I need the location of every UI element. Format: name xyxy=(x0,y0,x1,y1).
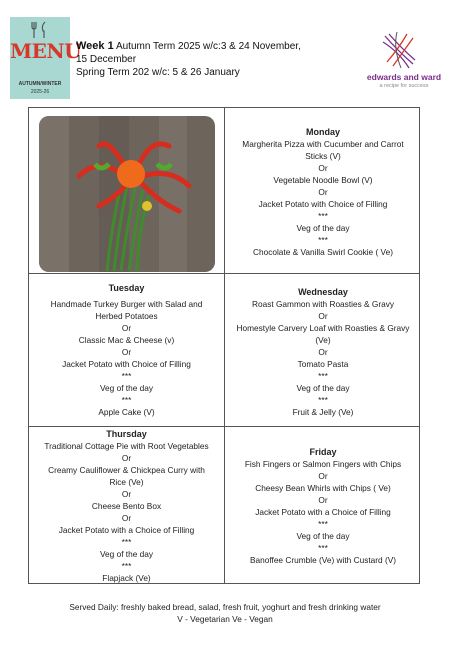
menu-item: Sticks (V) xyxy=(305,151,341,161)
menu-item: Jacket Potato with a Choice of Filling xyxy=(255,507,391,517)
day-monday xyxy=(225,126,421,258)
menu-item: Or xyxy=(121,453,132,463)
menu-item: *** xyxy=(318,519,328,529)
menu-item: *** xyxy=(318,395,328,405)
menu-logo xyxy=(10,17,82,99)
term-line-2: 15 December xyxy=(76,54,137,65)
menu-item: Fish Fingers or Salmon Fingers with Chips xyxy=(244,459,402,469)
menu-item: Tomato Pasta xyxy=(297,359,349,369)
menu-item: Chocolate & Vanilla Swirl Cookie ( Ve) xyxy=(252,247,394,257)
menu-item: Or xyxy=(318,495,328,505)
menu-item: Homestyle Carvery Loaf with Roasties & Gravy xyxy=(236,323,410,333)
food-photo xyxy=(39,116,215,272)
menu-item: Or xyxy=(121,513,132,523)
menu-logo-season: AUTUMN/WINTER xyxy=(18,81,62,87)
menu-item: Veg of the day xyxy=(296,383,350,393)
menu-item: *** xyxy=(121,395,132,405)
day-wednesday xyxy=(225,286,421,418)
menu-logo-year: 2025-26 xyxy=(30,89,50,95)
diet-legend: V - Vegetarian Ve - Vegan xyxy=(177,614,273,624)
grid-divider-1 xyxy=(29,273,419,274)
menu-item: Jacket Potato with Choice of Filling xyxy=(258,199,388,209)
day-tuesday xyxy=(29,282,224,418)
day-thursday xyxy=(29,428,224,584)
menu-item: *** xyxy=(121,537,132,547)
menu-item: Cheese Bento Box xyxy=(91,501,162,511)
menu-item: Veg of the day xyxy=(99,549,154,559)
menu-header xyxy=(76,40,376,79)
grid-divider-2 xyxy=(29,426,419,427)
menu-item: *** xyxy=(318,543,328,553)
menu-item: Jacket Potato with a Choice of Filling xyxy=(58,525,195,535)
whisk-logo-icon xyxy=(379,30,421,70)
menu-item: Handmade Turkey Burger with Salad and xyxy=(50,299,203,309)
menu-item: Cheesy Bean Whirls with Chips ( Ve) xyxy=(255,483,391,493)
menu-item: Margherita Pizza with Cucumber and Carrot xyxy=(242,139,404,149)
day-name: Friday xyxy=(309,447,337,457)
menu-item: Apple Cake (V) xyxy=(98,407,155,417)
menu-item: *** xyxy=(318,235,328,245)
menu-item: *** xyxy=(121,561,132,571)
term-line-1: Autumn Term 2025 w/c:3 & 24 November, xyxy=(115,41,301,52)
menu-item: Creamy Cauliflower & Chickpea Curry with xyxy=(48,465,205,475)
menu-item: Jacket Potato with Choice of Filling xyxy=(62,359,191,369)
day-name: Thursday xyxy=(106,429,147,439)
menu-item: Or xyxy=(318,347,328,357)
day-name: Tuesday xyxy=(108,283,145,293)
day-friday xyxy=(225,446,421,566)
menu-grid xyxy=(28,107,420,584)
menu-item: Herbed Potatoes xyxy=(95,311,158,321)
day-name: Wednesday xyxy=(298,287,348,297)
menu-item: Flapjack (Ve) xyxy=(102,573,151,583)
term-line-3: Spring Term 202 w/c: 5 & 26 January xyxy=(76,67,240,78)
menu-item: Or xyxy=(318,471,328,481)
menu-logo-word: MENU xyxy=(10,39,82,63)
menu-item: *** xyxy=(121,371,132,381)
menu-item: Classic Mac & Cheese (v) xyxy=(78,335,175,345)
menu-item: (Ve) xyxy=(315,335,331,345)
week-label: Week 1 xyxy=(76,40,114,52)
menu-item: Banoffee Crumble (Ve) with Custard (V) xyxy=(249,555,397,565)
menu-item: Veg of the day xyxy=(296,531,350,541)
menu-item: *** xyxy=(318,211,328,221)
menu-item: Traditional Cottage Pie with Root Vegetables xyxy=(44,441,209,451)
menu-item: Fruit & Jelly (Ve) xyxy=(292,407,354,417)
served-daily-note: Served Daily: freshly baked bread, salad, fresh fruit, yoghurt and fresh drinking water xyxy=(69,602,381,612)
brand-logo xyxy=(365,30,443,92)
menu-item: Rice (Ve) xyxy=(109,477,144,487)
menu-item: Or xyxy=(318,163,328,173)
brand-tagline: a recipe for success xyxy=(379,83,429,89)
menu-item: Roast Gammon with Roasties & Gravy xyxy=(251,299,394,309)
menu-item: Vegetable Noodle Bowl (V) xyxy=(273,175,373,185)
brand-name: edwards and ward xyxy=(366,72,442,82)
menu-item: Or xyxy=(121,323,132,333)
menu-item: Or xyxy=(318,311,328,321)
menu-item: Or xyxy=(121,489,132,499)
menu-item: Or xyxy=(121,347,132,357)
menu-item: Veg of the day xyxy=(99,383,154,393)
menu-item: Veg of the day xyxy=(296,223,350,233)
cutlery-icon xyxy=(30,21,50,39)
menu-item: Or xyxy=(318,187,328,197)
day-name: Monday xyxy=(305,127,340,137)
menu-item: *** xyxy=(318,371,328,381)
